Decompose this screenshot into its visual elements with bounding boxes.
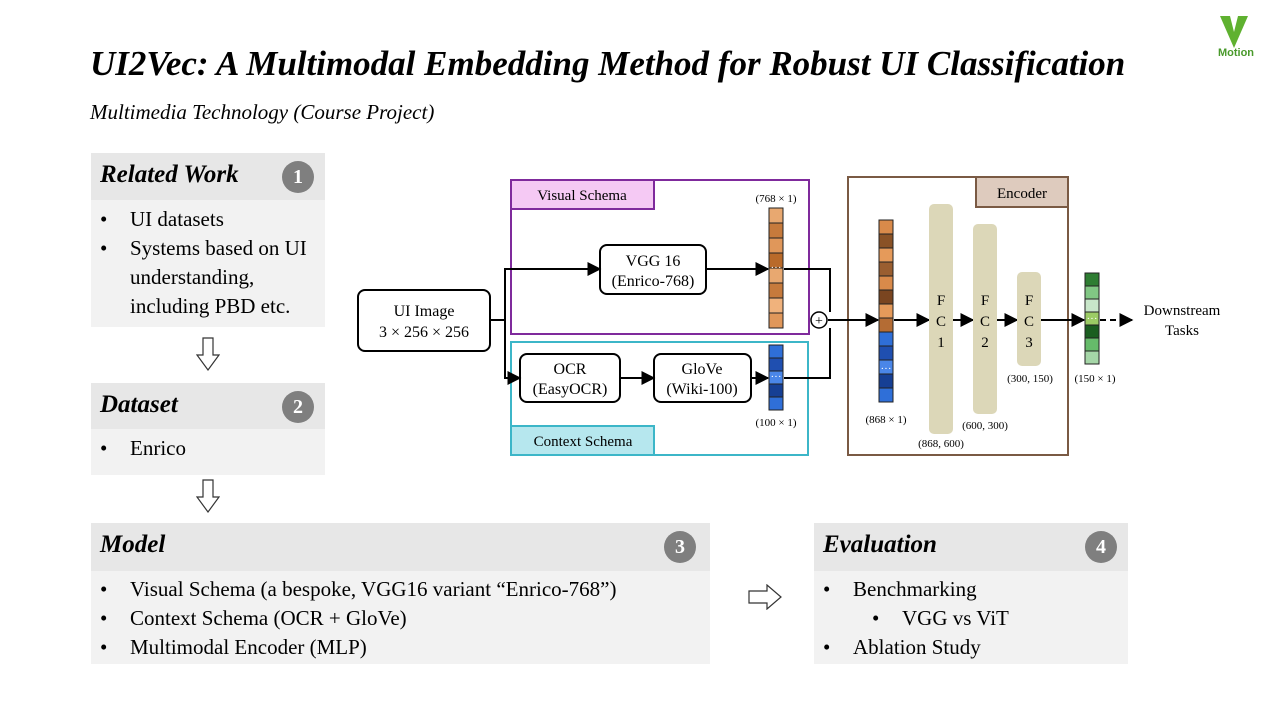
list-item: • Context Schema (OCR + GloVe) xyxy=(91,604,710,633)
context-vector-cell xyxy=(769,345,783,358)
fc3-label-c: C xyxy=(1023,314,1035,330)
visual-vector-cell xyxy=(769,298,783,313)
output-vector-ellipsis: ··· xyxy=(1086,313,1098,325)
fc1-label-num: 1 xyxy=(937,335,945,351)
slide-title: UI2Vec: A Multimodal Embedding Method for Robust UI Classification xyxy=(90,44,1126,83)
logo-text: Motion xyxy=(1217,47,1255,59)
step-badge-1: 1 xyxy=(282,161,314,193)
concat-vector-cell xyxy=(879,346,893,360)
step-badge-3: 3 xyxy=(664,531,696,563)
context-schema-label: Context Schema xyxy=(533,434,633,450)
model-title: Model xyxy=(100,531,166,558)
context-vector-cell xyxy=(769,384,783,397)
ui-image-input-box xyxy=(358,290,490,351)
visual-vector-ellipsis: ··· xyxy=(770,262,782,274)
concat-vector-ellipsis: ··· xyxy=(880,363,892,375)
concat-vector-cell xyxy=(879,374,893,388)
vgg16-label: VGG 16 xyxy=(625,253,681,270)
concat-vector-cell xyxy=(879,248,893,262)
list-item: • Benchmarking xyxy=(814,575,1128,604)
visual-vector-cell xyxy=(769,313,783,328)
visual-vector-cell xyxy=(769,223,783,238)
visual-schema-label: Visual Schema xyxy=(537,188,627,204)
output-vector-cell xyxy=(1085,299,1099,312)
fc3-label-num: 3 xyxy=(1025,335,1033,351)
visual-vector-cell xyxy=(769,208,783,223)
fc3-label-f: F xyxy=(1024,293,1034,309)
concat-vector-cell xyxy=(879,388,893,402)
related-work-title: Related Work xyxy=(100,161,239,188)
context-vector-dim: (100 × 1) xyxy=(755,417,797,429)
list-item: • UI datasets xyxy=(91,205,325,234)
ui-image-label: UI Image xyxy=(393,303,455,320)
fc2-dims: (600, 300) xyxy=(962,420,1008,432)
fc1-label-c: C xyxy=(935,314,947,330)
concat-vector-dim: (868 × 1) xyxy=(865,414,907,426)
dataset-title: Dataset xyxy=(100,391,178,418)
step-badge-4: 4 xyxy=(1085,531,1117,563)
ui-image-dims: 3 × 256 × 256 xyxy=(378,324,470,341)
downstream-label: Downstream xyxy=(1143,303,1221,319)
fc2-label-num: 2 xyxy=(981,335,989,351)
step-badge-2: 2 xyxy=(282,391,314,423)
vgg16-variant-label: (Enrico-768) xyxy=(611,273,695,290)
fc2-label-f: F xyxy=(980,293,990,309)
context-vector-cell xyxy=(769,358,783,371)
ocr-engine-label: (EasyOCR) xyxy=(532,381,608,398)
fc2-label-c: C xyxy=(979,314,991,330)
output-vector-cell xyxy=(1085,351,1099,364)
concat-vector-cell xyxy=(879,290,893,304)
visual-vector-cell xyxy=(769,238,783,253)
list-item: • Ablation Study xyxy=(814,633,1128,662)
output-vector-cell xyxy=(1085,273,1099,286)
visual-vector-dim: (768 × 1) xyxy=(755,193,797,205)
output-vector-cell xyxy=(1085,338,1099,351)
list-item: • Visual Schema (a bespoke, VGG16 variant “Enrico-768”) xyxy=(91,575,710,604)
list-item: • Systems based on UI understanding, including PBD etc. xyxy=(91,234,325,321)
output-vector-cell xyxy=(1085,286,1099,299)
concat-vector-cell xyxy=(879,262,893,276)
glove-corpus-label: (Wiki-100) xyxy=(666,381,738,398)
list-item: • Enrico xyxy=(91,434,325,463)
list-item: • Multimodal Encoder (MLP) xyxy=(91,633,710,662)
list-item: • VGG vs ViT xyxy=(814,604,1128,633)
encoder-label: Encoder xyxy=(997,186,1047,202)
concat-vector-cell xyxy=(879,220,893,234)
output-vector-dim: (150 × 1) xyxy=(1074,373,1116,385)
fc3-dims: (300, 150) xyxy=(1007,373,1053,385)
context-vector-cell xyxy=(769,397,783,410)
evaluation-title: Evaluation xyxy=(823,531,937,558)
visual-vector-cell xyxy=(769,283,783,298)
ocr-label: OCR xyxy=(553,361,587,378)
glove-label: GloVe xyxy=(681,361,723,378)
concat-vector-cell xyxy=(879,318,893,332)
context-vector-ellipsis: ··· xyxy=(770,371,782,383)
fc1-dims: (868, 600) xyxy=(918,438,964,450)
concat-vector-cell xyxy=(879,304,893,318)
output-vector-cell xyxy=(1085,325,1099,338)
downstream-tasks-label: Tasks xyxy=(1165,323,1199,339)
concat-vector-cell xyxy=(879,276,893,290)
concat-plus-symbol: + xyxy=(815,314,823,329)
concat-vector-cell xyxy=(879,332,893,346)
slide-subtitle: Multimedia Technology (Course Project) xyxy=(90,100,435,124)
fc1-label-f: F xyxy=(936,293,946,309)
concat-vector-cell xyxy=(879,234,893,248)
